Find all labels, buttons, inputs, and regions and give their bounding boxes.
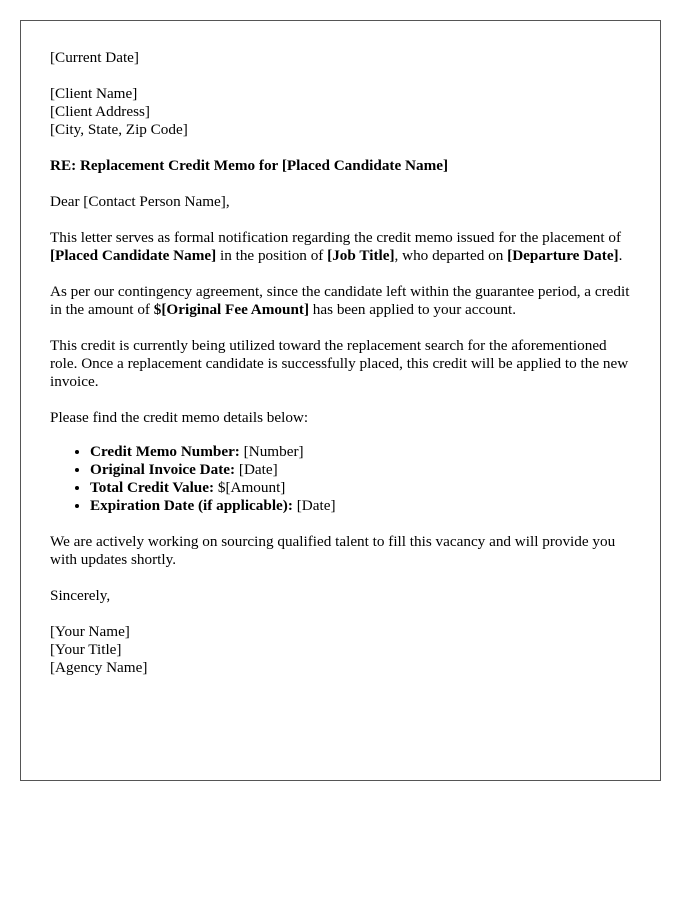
job-title: [Job Title]: [327, 247, 395, 264]
agency-name: [Agency Name]: [50, 659, 148, 676]
recipient-name: [Client Name]: [50, 85, 138, 102]
detail-item-credit-value: [90, 479, 635, 497]
credit-memo-details-list: [50, 443, 635, 515]
recipient-address: [Client Address]: [50, 103, 150, 120]
paragraph-credit: [50, 283, 635, 319]
paragraph-text: has been applied to your account.: [309, 301, 517, 318]
detail-label: Original Invoice Date:: [90, 461, 236, 478]
closing: Sincerely,: [50, 587, 111, 604]
detail-value: $[Amount]: [214, 479, 286, 496]
paragraph-closing-note: We are actively working on sourcing qualified talent to fill this vacancy and will provide you with updates shortly.: [50, 533, 616, 568]
departure-date: [Departure Date]: [507, 247, 619, 264]
detail-item-invoice-date: [90, 461, 635, 479]
paragraph-notification: [50, 229, 635, 265]
detail-label: Total Credit Value:: [90, 479, 215, 496]
paragraph-text: This letter serves as formal notification regarding the credit memo issued for the placement of: [50, 229, 622, 246]
detail-value: [Number]: [239, 443, 304, 460]
paragraph-text: in the position of: [216, 247, 328, 264]
paragraph-replacement: This credit is currently being utilized toward the replacement search for the aforementioned role. Once a replacement candidate is successfully placed, this credit will be applied to the new invoice.: [50, 337, 629, 390]
recipient-city-state-zip: [City, State, Zip Code]: [50, 121, 188, 138]
signer-title: [Your Title]: [50, 641, 122, 658]
paragraph-details-intro: Please find the credit memo details below:: [50, 409, 309, 426]
paragraph-text: .: [618, 247, 623, 264]
detail-item-expiration-date: [90, 497, 635, 515]
salutation: Dear [Contact Person Name],: [50, 193, 230, 210]
subject-line: RE: Replacement Credit Memo for [Placed Candidate Name]: [50, 157, 449, 174]
detail-label: Credit Memo Number:: [90, 443, 240, 460]
signature-block: [50, 623, 635, 677]
detail-value: [Date]: [235, 461, 278, 478]
detail-label: Expiration Date (if applicable):: [90, 497, 293, 514]
letter-body: [50, 49, 635, 677]
signer-name: [Your Name]: [50, 623, 130, 640]
recipient-block: [50, 85, 635, 139]
paragraph-text: As per our contingency agreement, since the candidate left within the guarantee period, a credit in the amount of: [50, 283, 630, 318]
paragraph-text: , who departed on: [394, 247, 508, 264]
letter-page: [20, 20, 661, 781]
letter-date: [Current Date]: [50, 49, 139, 66]
detail-value: [Date]: [292, 497, 336, 514]
detail-item-memo-number: [90, 443, 635, 461]
candidate-name: [Placed Candidate Name]: [50, 247, 217, 264]
fee-amount: $[Original Fee Amount]: [153, 301, 309, 318]
